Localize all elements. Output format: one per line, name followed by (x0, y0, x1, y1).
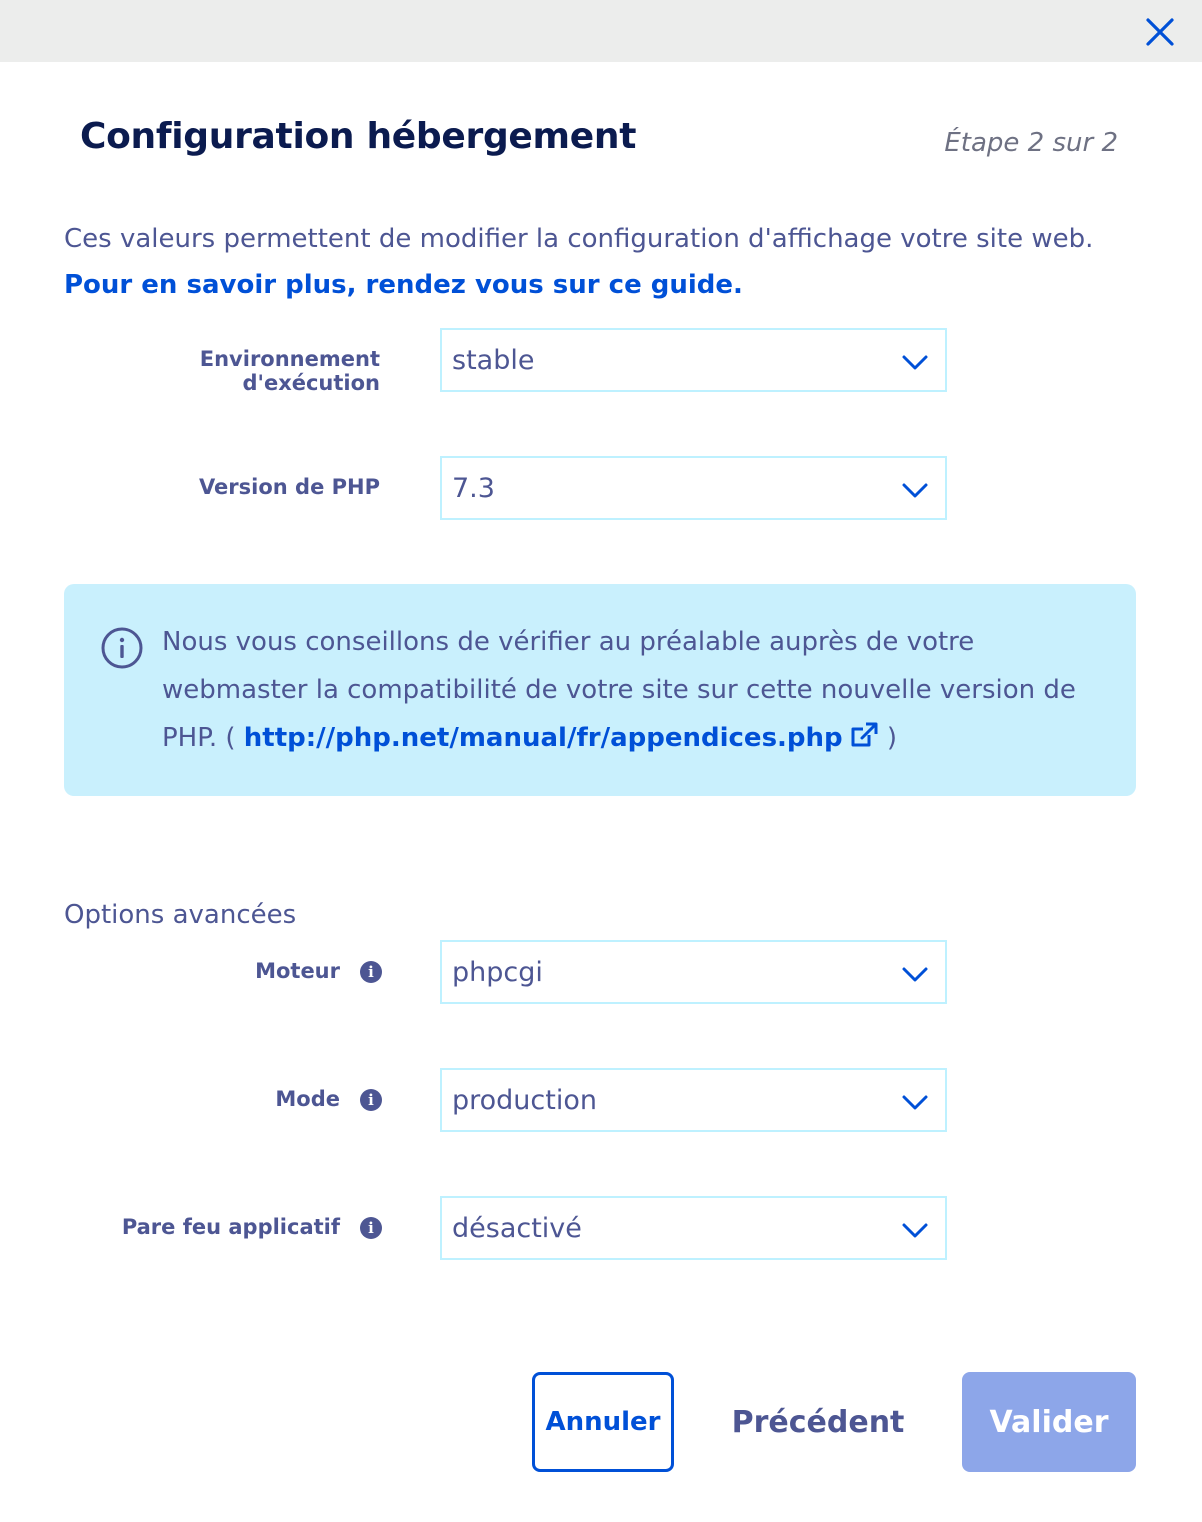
php-appendices-link[interactable] (244, 723, 879, 753)
chevron-down-icon (899, 474, 931, 506)
chevron-down-icon (899, 346, 931, 378)
validate-button[interactable]: Valider (962, 1372, 1136, 1472)
step-indicator: Étape 2 sur 2 (944, 128, 1118, 158)
chevron-down-icon (899, 958, 931, 990)
engine-info-icon[interactable]: i (360, 961, 382, 983)
close-icon (1145, 17, 1175, 47)
guide-link[interactable]: Pour en savoir plus, rendez vous sur ce guide. (64, 270, 743, 300)
close-button[interactable] (1140, 12, 1180, 52)
firewall-select[interactable] (440, 1196, 947, 1260)
mode-info-icon[interactable]: i (360, 1089, 382, 1111)
chevron-down-icon (899, 1214, 931, 1246)
modal-header-bar (0, 0, 1202, 62)
php-compatibility-alert (64, 584, 1136, 796)
firewall-label: Pare feu applicatif (121, 1215, 340, 1239)
php-version-label: Version de PHP (198, 475, 380, 499)
firewall-select-value: désactivé (452, 1212, 582, 1244)
php-version-select[interactable] (440, 456, 947, 520)
runtime-select-value: stable (452, 344, 535, 376)
runtime-select[interactable] (440, 328, 947, 392)
intro-text-block (64, 216, 1154, 308)
alert-text (162, 618, 1112, 762)
alert-message-end: ) (878, 723, 898, 753)
intro-description: Ces valeurs permettent de modifier la configuration d'affichage votre site web. (64, 224, 1094, 254)
firewall-info-icon[interactable]: i (360, 1217, 382, 1239)
info-circle-icon (100, 626, 144, 670)
mode-label: Mode (275, 1087, 340, 1111)
engine-label: Moteur (255, 959, 340, 983)
mode-select[interactable] (440, 1068, 947, 1132)
previous-button[interactable]: Précédent (722, 1372, 914, 1472)
external-link-icon (847, 721, 879, 749)
modal-title: Configuration hébergement (80, 116, 637, 157)
chevron-down-icon (899, 1086, 931, 1118)
mode-select-value: production (452, 1084, 597, 1116)
php-appendices-link-label: http://php.net/manual/fr/appendices.php (243, 723, 843, 753)
engine-select-value: phpcgi (452, 956, 543, 988)
cancel-button[interactable]: Annuler (532, 1372, 674, 1472)
advanced-options-title: Options avancées (64, 900, 297, 930)
alert-message: Nous vous conseillons de vérifier au préalable auprès de votre webmaster la compatibilité de votre site sur cette nouvelle version de PHP. ( (162, 627, 1076, 753)
engine-select[interactable] (440, 940, 947, 1004)
runtime-label: Environnement d'exécution (199, 347, 380, 395)
php-version-select-value: 7.3 (452, 472, 495, 504)
